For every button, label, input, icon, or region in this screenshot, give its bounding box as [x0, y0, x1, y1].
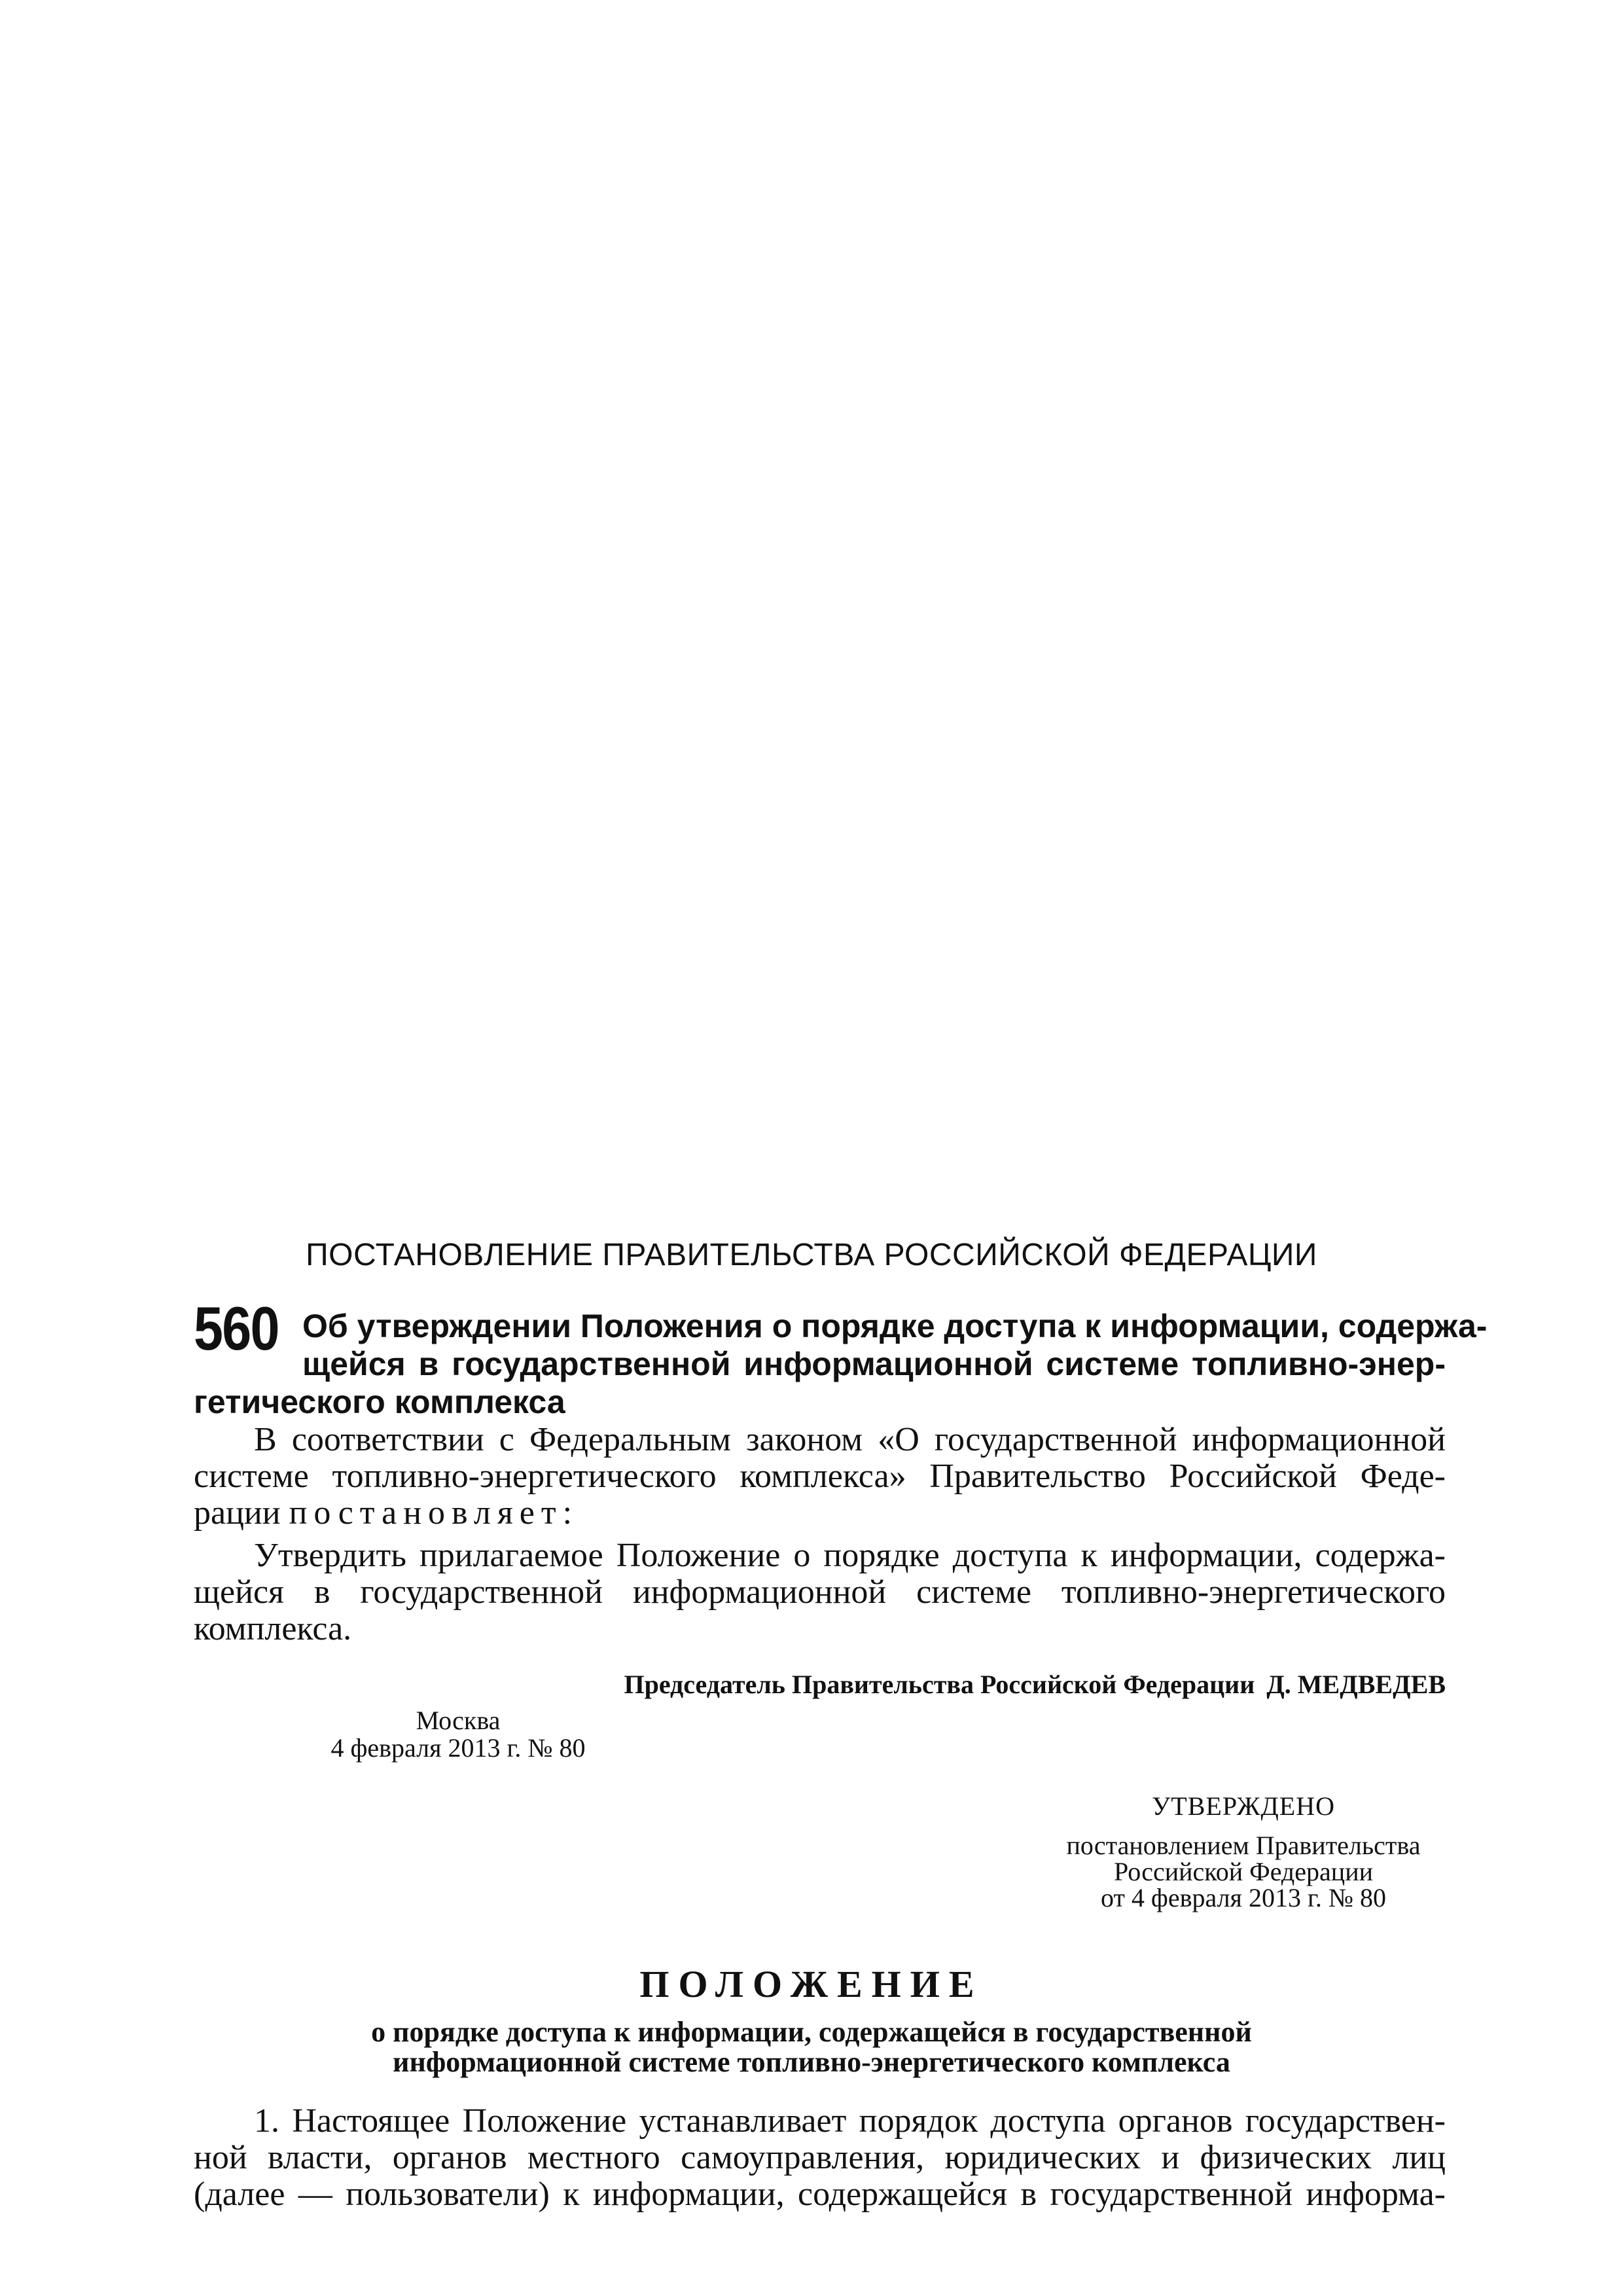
preamble-line: В соответствии с Федеральным законом «О государственной информационной [254, 1421, 1446, 1458]
regulation-line: 1. Настоящее Положение устанавливает порядок доступа органов государствен- [254, 2102, 1446, 2140]
signature-block [624, 1669, 1446, 1700]
decree-number: 560 [194, 1294, 279, 1363]
approval-line: от 4 февраля 2013 г. № 80 [1100, 1883, 1387, 1912]
regulation-subtitle [0, 2017, 1623, 2077]
approval-line: Российской Федерации [1113, 1857, 1374, 1886]
resolution-paragraph [194, 1537, 1446, 1647]
resolution-line: комплекса. [194, 1610, 352, 1647]
resolution-line: Утвердить прилагаемое Положение о порядке доступа к информации, содержа- [254, 1537, 1446, 1574]
regulation-subtitle-line: о порядке доступа к информации, содержащейся в государственной [371, 2016, 1252, 2048]
city: Москва [416, 1706, 501, 1735]
approval-stamp-block [1034, 1793, 1453, 1911]
preamble-paragraph [194, 1422, 1446, 1532]
regulation-title: ПОЛОЖЕНИЕ [639, 1963, 984, 2005]
decree-title [194, 1307, 1488, 1421]
preamble-last-prefix: рации [194, 1494, 281, 1532]
regulation-subtitle-line: информационной системе топливно-энергетического комплекса [393, 2046, 1230, 2078]
preamble-line-last [194, 1495, 1446, 1532]
regulation-paragraph-1 [194, 2103, 1446, 2213]
place-date-block [327, 1707, 589, 1762]
signatory-title: Председатель Правительства Российской Федерации [624, 1670, 1255, 1699]
decree-type-heading: ПОСТАНОВЛЕНИЕ ПРАВИТЕЛЬСТВА РОССИЙСКОЙ ФЕДЕРАЦИИ [306, 1238, 1317, 1272]
approval-line: постановлением Правительства [1066, 1831, 1421, 1860]
approval-stamp: УТВЕРЖДЕНО [1151, 1791, 1336, 1821]
regulation-line: (далее — пользователи) к информации, содержащейся в государственной информа- [194, 2176, 1446, 2213]
preamble-line: системе топливно-энергетического комплекса» Правительство Российской Феде- [194, 1458, 1446, 1495]
decree-title-line: Об утверждении Положения о порядке доступа к информации, содержа- [302, 1308, 1488, 1344]
signatory-name: Д. МЕДВЕДЕВ [1266, 1670, 1446, 1699]
decree-title-line: гетического комплекса [194, 1384, 565, 1420]
decree-title-line: щейся в государственной информационной системе топливно-энер- [302, 1346, 1446, 1382]
resolution-line: щейся в государственной информационной системе топливно-энергетического [194, 1573, 1446, 1611]
regulation-line: ной власти, органов местного самоуправления, юридических и физических лиц [194, 2139, 1446, 2176]
preamble-verb: постановляет: [289, 1494, 579, 1532]
date-number: 4 февраля 2013 г. № 80 [330, 1733, 586, 1763]
